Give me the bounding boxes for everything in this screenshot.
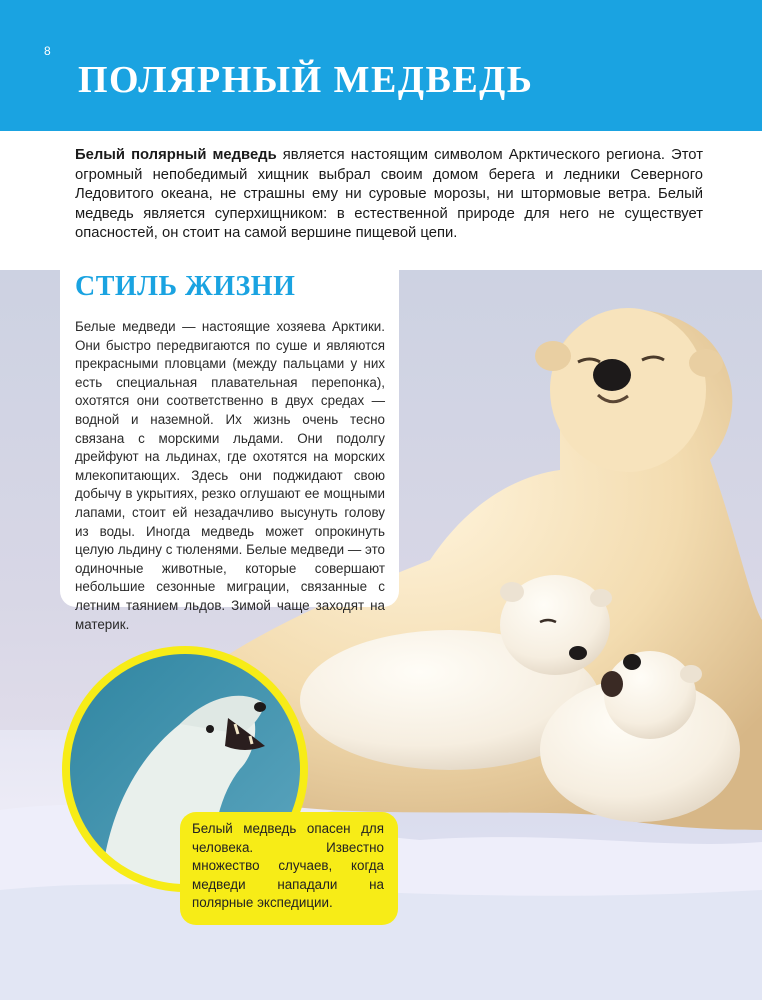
intro-paragraph xyxy=(75,146,703,244)
danger-callout: Белый медведь опасен для человека. Известно множество случаев, когда медведи нападали на полярные экспедиции. xyxy=(180,812,398,925)
lifestyle-text: Белые медведи — настоящие хозяева Арктики. Они быстро передвигаются по суше и являются прекрасными пловцами (между пальцами у них есть специальная плавательная перепонка), охотятся они соответственно в двух средах — водной и наземной. Их жизнь очень тесно связана с морскими льдами. Они подолгу дрейфуют на льдинах, где охотятся на морских млекопитающих. Здесь они поджидают свою добычу в укрытиях, резко оглушают ее мощными лапами, стоит ей незадачливо высунуть голову из воды. Иногда медведь может опрокинуть целую льдину с тюленями. Белые медведи — это одиночные животные, которые совершают небольшие сезонные миграции, связанные с летним таянием льдов. Зимой чаще заходят на материк. xyxy=(75,319,385,632)
page-number: 8 xyxy=(44,44,51,58)
intro-text: является настоящим символом Арктического региона. Этот огромный непобедимый хищник выбрал своим домом берега и ледники Северного Ледовитого океана, не страшны ему ни суровые морозы, ни штормовые ветра. Белый медведь является суперхищником: в естественной природе для него не существует опасностей, он стоит на самой вершине пищевой цепи. xyxy=(75,147,703,242)
page-title: ПОЛЯРНЫЙ МЕДВЕДЬ xyxy=(78,59,534,101)
intro-bold-lead: Белый полярный медведь xyxy=(75,147,277,163)
lifestyle-title: СТИЛЬ ЖИЗНИ xyxy=(75,271,296,302)
